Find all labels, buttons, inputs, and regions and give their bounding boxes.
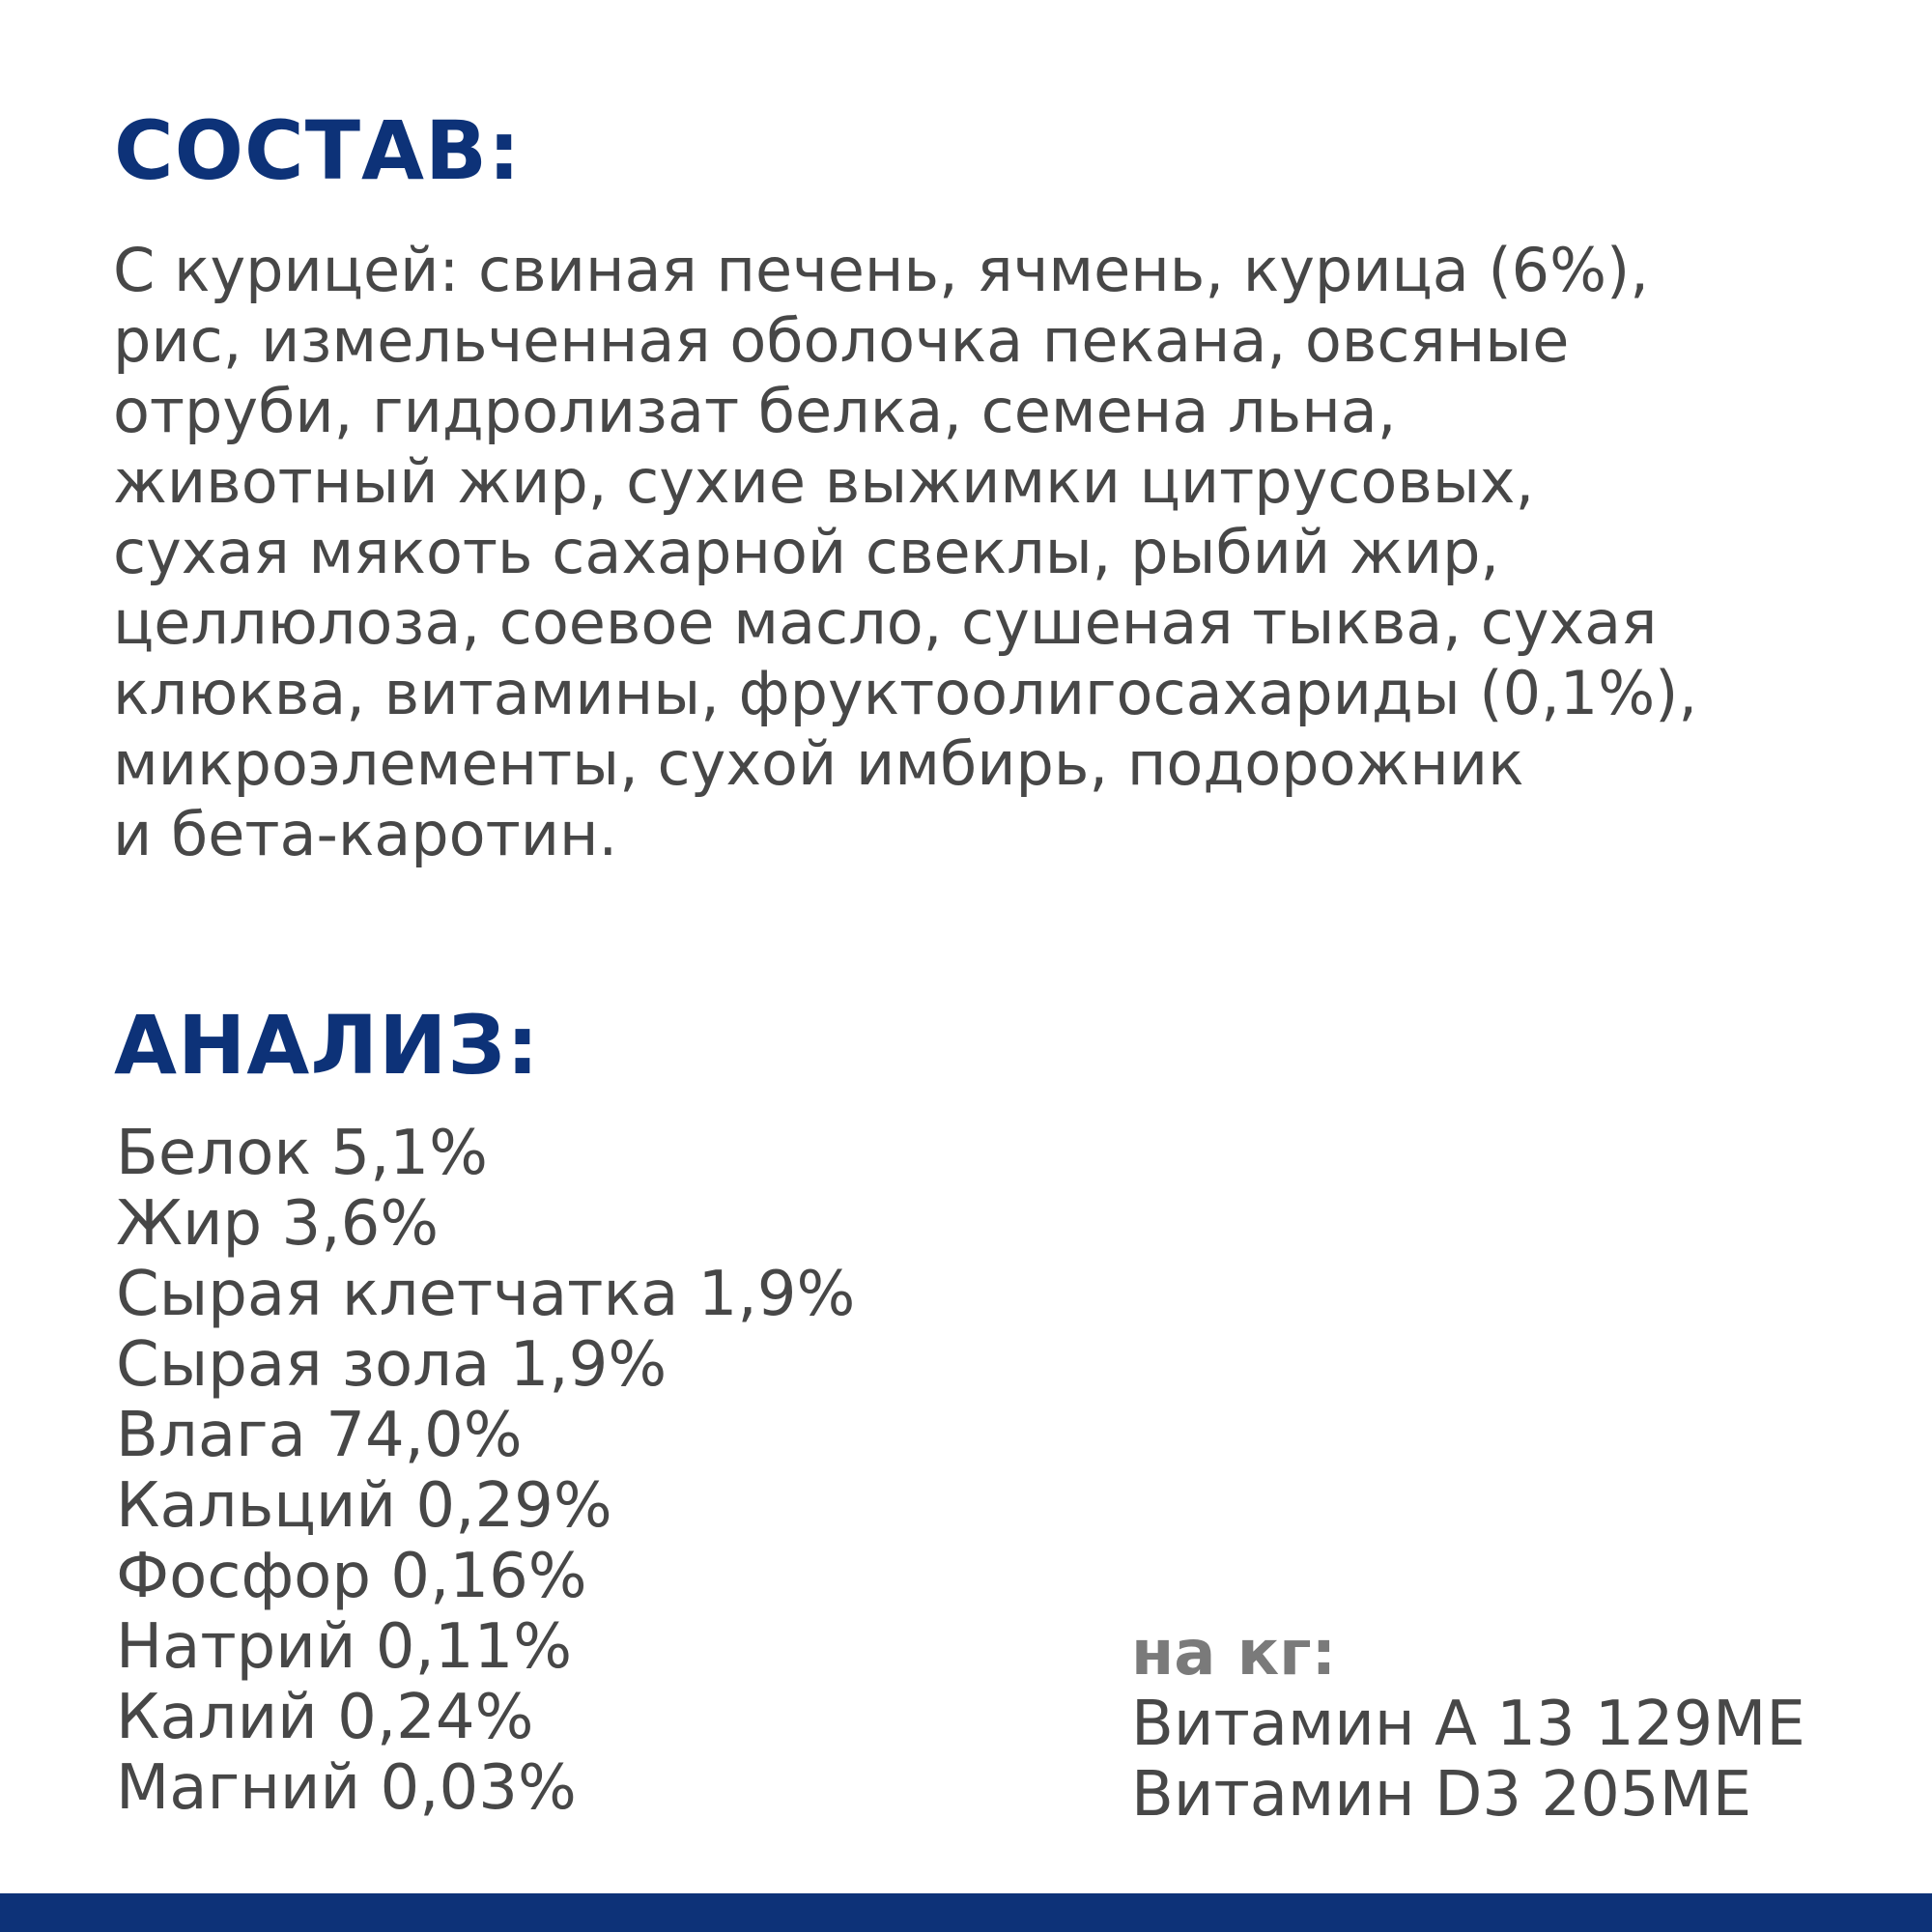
composition-heading: СОСТАВ: <box>114 103 522 198</box>
analysis-item-moisture: Влага 74,0% <box>116 1400 523 1471</box>
analysis-list <box>116 1119 855 1824</box>
composition-line: сухая мякоть сахарной свеклы, рыбий жир, <box>113 517 1500 587</box>
composition-line: животный жир, сухие выжимки цитрусовых, <box>113 446 1535 517</box>
per-kg-block <box>1131 1619 1805 1831</box>
per-kg-title: на кг: <box>1131 1618 1337 1690</box>
composition-text <box>113 235 1910 869</box>
analysis-heading: АНАЛИЗ: <box>114 998 540 1093</box>
analysis-item-magnesium: Магний 0,03% <box>116 1752 577 1824</box>
analysis-item-sodium: Натрий 0,11% <box>116 1611 573 1683</box>
footer-bar <box>0 1893 1932 1932</box>
composition-line: микроэлементы, сухой имбирь, подорожник <box>113 728 1524 799</box>
analysis-item-calcium: Кальций 0,29% <box>116 1470 612 1542</box>
composition-line: С курицей: свиная печень, ячмень, курица (6%), <box>113 235 1649 305</box>
analysis-item-crude-ash: Сырая зола 1,9% <box>116 1329 668 1401</box>
analysis-item-protein: Белок 5,1% <box>116 1118 488 1189</box>
analysis-item-crude-fiber: Сырая клетчатка 1,9% <box>116 1259 856 1330</box>
analysis-item-potassium: Калий 0,24% <box>116 1682 534 1753</box>
composition-line: отруби, гидролизат белка, семена льна, <box>113 376 1397 446</box>
vitamin-a: Витамин А 13 129МЕ <box>1131 1689 1805 1760</box>
composition-line: целлюлоза, соевое масло, сушеная тыква, сухая <box>113 587 1658 658</box>
composition-line: и бета-каротин. <box>113 799 618 869</box>
analysis-item-phosphorus: Фосфор 0,16% <box>116 1541 587 1612</box>
vitamin-d3: Витамин D3 205МЕ <box>1131 1759 1752 1831</box>
composition-line: клюква, витамины, фруктоолигосахариды (0,1%), <box>113 658 1698 728</box>
composition-line: рис, измельченная оболочка пекана, овсяные <box>113 305 1570 376</box>
analysis-item-fat: Жир 3,6% <box>116 1188 440 1260</box>
